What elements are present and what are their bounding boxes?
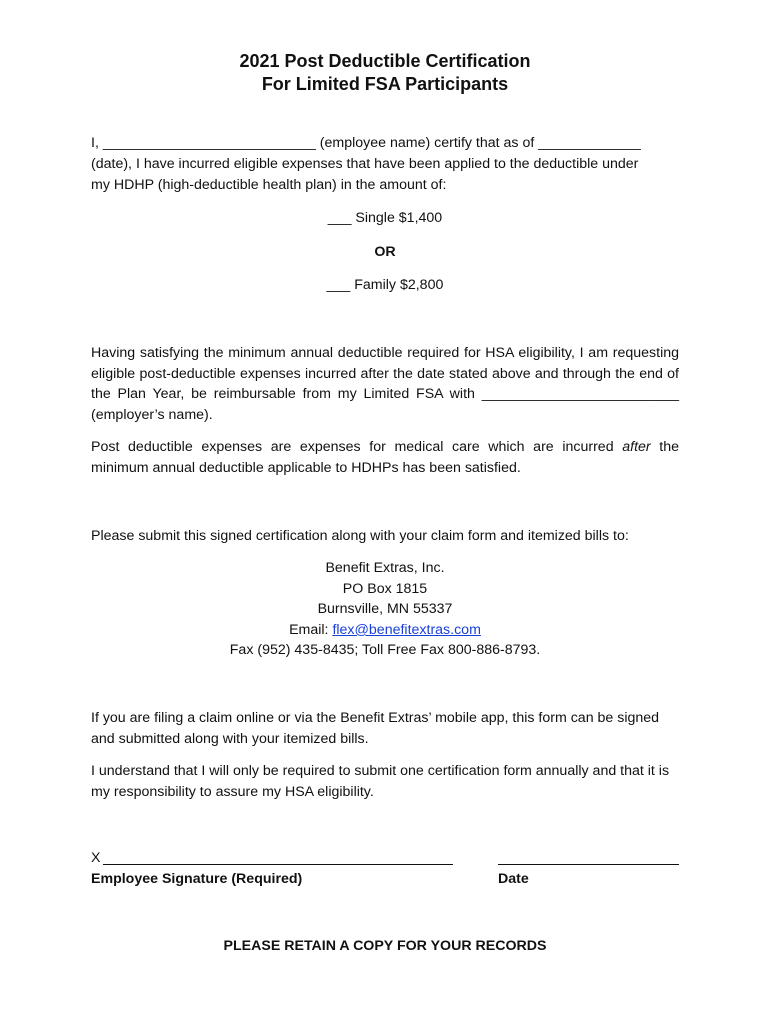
email-link[interactable]: flex@benefitextras.com <box>332 622 481 638</box>
definition-paragraph <box>91 437 679 478</box>
certify-line-2: (date), I have incurred eligible expenses that have been applied to the deductible under <box>91 156 639 172</box>
understand-paragraph: I understand that I will only be required to submit one certification form annually and that it is my responsibility to assure my HSA eligibility. <box>91 763 670 800</box>
satisfying-paragraph: Having satisfying the minimum annual deductible required for HSA eligibility, I am requesting eligible post-deductible expenses incurred after the date stated above and through the end of the Plan Year, be reimbursable from my Limited FSA with _________________________ (employer’s name). <box>91 345 679 423</box>
signature-line[interactable] <box>103 864 453 865</box>
definition-text-after: the minimum annual deductible applicable to HDHPs has been satisfied. <box>91 439 679 476</box>
address-email-line <box>0 620 770 641</box>
retain-copy-notice: PLEASE RETAIN A COPY FOR YOUR RECORDS <box>223 938 547 954</box>
address-po-box: PO Box 1815 <box>342 581 428 597</box>
date-label: Date <box>498 871 529 887</box>
option-single: ___ Single $1,400 <box>327 210 443 226</box>
document-title-line-2: For Limited FSA Participants <box>261 74 509 94</box>
signature-x-mark: X <box>91 850 101 866</box>
definition-emphasis: after <box>622 439 651 455</box>
signature-label: Employee Signature (Required) <box>91 871 303 887</box>
date-line[interactable] <box>498 864 679 865</box>
option-family: ___ Family $2,800 <box>326 277 444 293</box>
certify-line-1: I, ___________________________ (employee name) certify that as of _____________ <box>91 135 641 151</box>
address-fax: Fax (952) 435-8435; Toll Free Fax 800-886-8793. <box>229 642 541 658</box>
option-or: OR <box>374 244 396 260</box>
email-label: Email: <box>289 622 333 638</box>
certify-line-3: my HDHP (high-deductible health plan) in the amount of: <box>91 177 447 193</box>
definition-text-before: Post deductible expenses are expenses for medical care which are incurred <box>91 439 623 455</box>
address-city: Burnsville, MN 55337 <box>317 601 453 617</box>
submit-instructions: Please submit this signed certification along with your claim form and itemized bills to: <box>91 528 629 544</box>
document-title-line-1: 2021 Post Deductible Certification <box>239 51 531 71</box>
online-filing-paragraph: If you are filing a claim online or via the Benefit Extras’ mobile app, this form can be signed and submitted along with your itemized bills. <box>91 710 660 747</box>
address-company: Benefit Extras, Inc. <box>325 560 445 576</box>
